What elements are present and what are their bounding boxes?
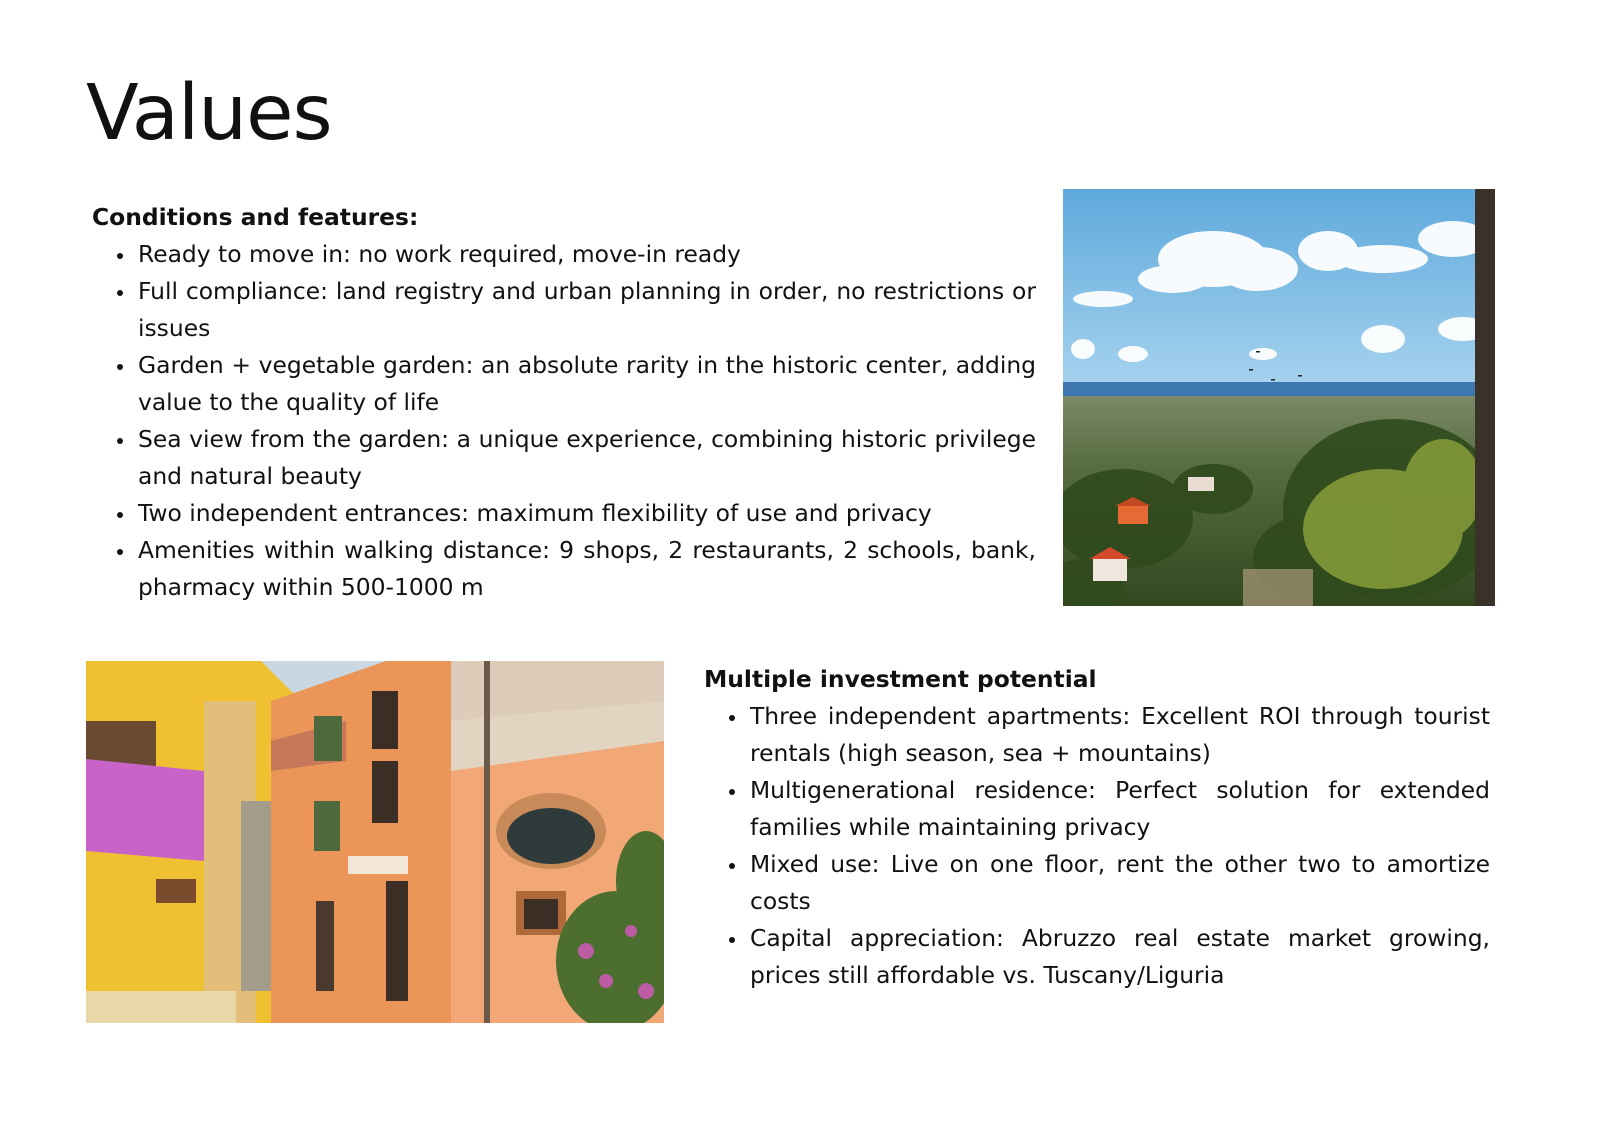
vent xyxy=(156,879,196,903)
list-item: • Capital appreciation: Abruzzo real estate market growing, prices still affordable vs. Tuscany/Liguria xyxy=(748,920,1490,994)
list-item: • Amenities within walking distance: 9 shops, 2 restaurants, 2 schools, bank, pharmacy within 500-1000 m xyxy=(136,532,1036,606)
investment-section xyxy=(704,661,1490,994)
sea xyxy=(1063,382,1495,398)
investment-heading: Multiple investment potential xyxy=(704,665,1097,693)
list-item: • Sea view from the garden: a unique experience, combining historic privilege and natural beauty xyxy=(136,421,1036,495)
list-item: • Multigenerational residence: Perfect solution for extended families while maintaining privacy xyxy=(748,772,1490,846)
list-item: • Mixed use: Live on one floor, rent the other two to amortize costs xyxy=(748,846,1490,920)
green-shutter xyxy=(314,716,342,761)
door xyxy=(386,881,408,1001)
list-item: • Ready to move in: no work required, move-in ready xyxy=(136,236,1036,273)
pink-towel xyxy=(86,759,204,861)
list-item: • Full compliance: land registry and urban planning in order, no restrictions or issues xyxy=(136,273,1036,347)
tower-wall xyxy=(1475,189,1495,606)
sea-view-photo xyxy=(1063,189,1495,606)
sky xyxy=(1063,189,1495,394)
conditions-heading: Conditions and features: xyxy=(92,203,419,231)
orange-house xyxy=(271,661,456,1023)
sea-view-illustration xyxy=(1063,189,1495,606)
list-item: • Three independent apartments: Excellent ROI through tourist rentals (high season, sea + mountains) xyxy=(748,698,1490,772)
page-title: Values xyxy=(86,69,332,158)
houses-illustration xyxy=(86,661,664,1023)
houses-photo xyxy=(86,661,664,1023)
window xyxy=(372,691,398,749)
list-item: • Garden + vegetable garden: an absolute rarity in the historic center, adding value to the quality of life xyxy=(136,347,1036,421)
list-item: • Two independent entrances: maximum flexibility of use and privacy xyxy=(136,495,1036,532)
orange-house xyxy=(1118,504,1148,524)
investment-list xyxy=(704,698,1490,994)
white-house xyxy=(1093,557,1127,581)
conditions-section xyxy=(92,199,1036,606)
conditions-list xyxy=(92,236,1036,606)
